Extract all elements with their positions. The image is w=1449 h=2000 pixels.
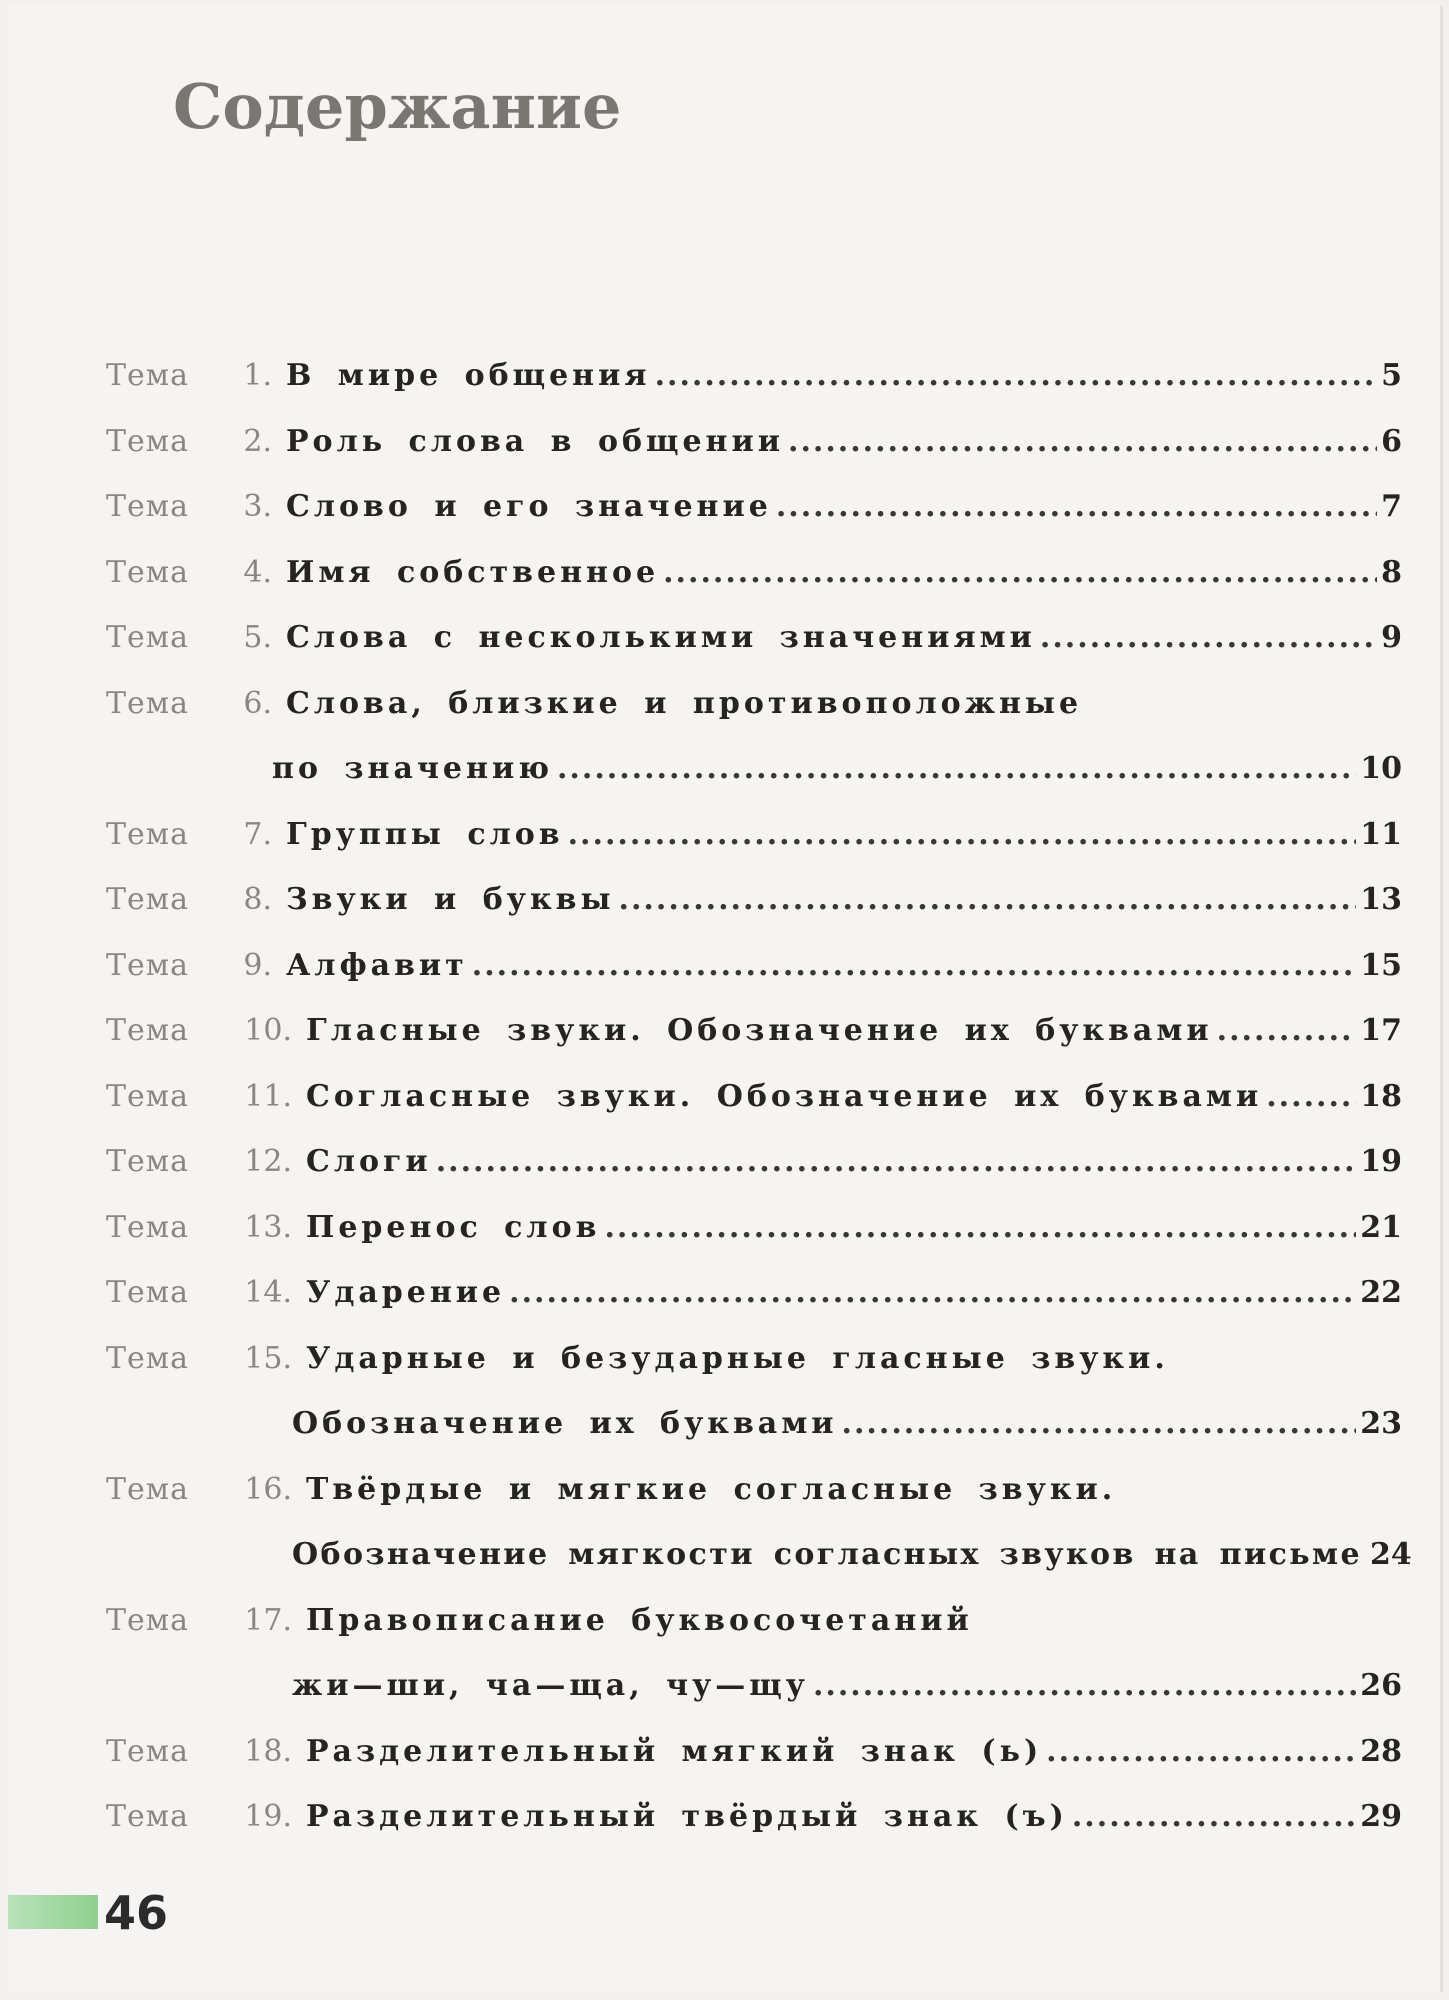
toc-entry-17[interactable] <box>106 1603 1402 1669</box>
page-ref: 15 <box>1360 947 1402 983</box>
topic-title-continued: Обозначение мягкости согласных звуков на письме <box>292 1537 1362 1572</box>
topic-title: Слово и его значение <box>286 489 772 524</box>
page-ref: 21 <box>1360 1209 1402 1245</box>
dot-leader <box>1266 1079 1356 1114</box>
topic-title: Ударные и безударные гласные звуки. <box>306 1340 1169 1376</box>
topic-title: Слоги <box>306 1144 432 1179</box>
topic-title: Разделительный твёрдый знак (ъ) <box>306 1799 1068 1834</box>
topic-number: 8. <box>243 882 272 917</box>
topic-number: 18. <box>244 1733 292 1769</box>
topic-label: Тема <box>106 947 189 983</box>
topic-label: Тема <box>106 1144 189 1179</box>
toc-entry-4[interactable] <box>106 555 1402 621</box>
toc-entry-8[interactable] <box>106 882 1402 948</box>
topic-title-continued: Обозначение их буквами <box>292 1406 838 1441</box>
topic-label: Тема <box>106 685 189 721</box>
topic-number: 16. <box>244 1471 292 1507</box>
topic-title: Гласные звуки. Обозначение их буквами <box>306 1013 1213 1048</box>
toc-entry-5[interactable] <box>106 620 1402 686</box>
page-ref: 19 <box>1360 1144 1402 1179</box>
toc-entry-12[interactable] <box>106 1144 1402 1210</box>
topic-number: 12. <box>244 1144 292 1179</box>
table-of-contents <box>106 358 1412 1865</box>
toc-entry-18[interactable] <box>106 1734 1402 1800</box>
toc-entry-15-continued[interactable] <box>106 1406 1402 1472</box>
topic-number: 14. <box>244 1275 292 1310</box>
page-ref: 8 <box>1381 554 1402 590</box>
topic-label: Тема <box>106 1471 189 1507</box>
topic-title: Алфавит <box>286 947 468 983</box>
topic-label: Тема <box>106 489 189 524</box>
dot-leader <box>436 1144 1357 1179</box>
topic-label: Тема <box>106 1602 189 1638</box>
topic-title: Разделительный мягкий знак (ь) <box>306 1733 1043 1769</box>
toc-entry-7[interactable] <box>106 817 1402 883</box>
page-ref: 9 <box>1381 620 1402 655</box>
topic-label: Тема <box>106 1799 189 1834</box>
dot-leader <box>604 1210 1356 1245</box>
topic-label: Тема <box>106 816 189 852</box>
topic-label: Тема <box>106 1275 189 1310</box>
page-ref: 26 <box>1360 1668 1402 1703</box>
toc-entry-10[interactable] <box>106 1013 1402 1079</box>
topic-title: Слова с несколькими значениями <box>286 620 1036 655</box>
dot-leader <box>776 489 1377 524</box>
toc-entry-16[interactable] <box>106 1472 1402 1538</box>
topic-number: 10. <box>244 1013 292 1048</box>
page-ref: 17 <box>1360 1013 1402 1048</box>
toc-entry-11[interactable] <box>106 1079 1402 1145</box>
topic-number: 7. <box>243 816 272 852</box>
page-ref: 5 <box>1381 358 1402 393</box>
toc-entry-15[interactable] <box>106 1341 1402 1407</box>
topic-number: 9. <box>243 947 272 983</box>
toc-entry-19[interactable] <box>106 1799 1402 1865</box>
topic-number: 17. <box>244 1602 292 1638</box>
topic-title: Правописание буквосочетаний <box>306 1602 973 1638</box>
toc-entry-1[interactable] <box>106 358 1402 424</box>
dot-leader <box>788 424 1377 459</box>
page-ref: 13 <box>1360 882 1402 917</box>
topic-number: 15. <box>244 1340 292 1376</box>
topic-label: Тема <box>106 554 189 590</box>
dot-leader <box>568 817 1357 852</box>
topic-label: Тема <box>106 358 189 393</box>
dot-leader <box>1040 620 1377 655</box>
topic-number: 13. <box>244 1209 292 1245</box>
page-ref: 23 <box>1360 1406 1402 1441</box>
topic-title: В мире общения <box>286 358 651 393</box>
toc-entry-16-continued[interactable] <box>106 1537 1412 1603</box>
page-number: 46 <box>104 1886 169 1940</box>
toc-entry-3[interactable] <box>106 489 1402 555</box>
topic-title-continued: жи—ши, ча—ща, чу—щу <box>292 1668 809 1703</box>
page-ref: 29 <box>1360 1799 1402 1834</box>
topic-label: Тема <box>106 1733 189 1769</box>
topic-label: Тема <box>106 1013 189 1048</box>
topic-number: 2. <box>243 423 272 459</box>
dot-leader <box>1046 1734 1356 1769</box>
dot-leader <box>619 882 1357 917</box>
topic-label: Тема <box>106 423 189 459</box>
page-title: Содержание <box>173 70 622 143</box>
dot-leader <box>509 1275 1356 1310</box>
topic-title: Группы слов <box>286 816 564 852</box>
topic-number: 1. <box>243 358 272 393</box>
page-ref: 6 <box>1381 423 1402 459</box>
dot-leader <box>842 1406 1357 1441</box>
page-ref: 24 <box>1369 1537 1412 1572</box>
topic-label: Тема <box>106 1078 189 1114</box>
dot-leader <box>813 1668 1356 1703</box>
toc-entry-13[interactable] <box>106 1210 1402 1276</box>
page-ref: 7 <box>1381 489 1402 524</box>
footer-accent-bar <box>8 1895 98 1929</box>
toc-entry-17-continued[interactable] <box>106 1668 1402 1734</box>
dot-leader <box>1217 1013 1357 1048</box>
topic-title-continued: по значению <box>272 751 553 786</box>
dot-leader <box>1072 1799 1356 1834</box>
page-ref: 11 <box>1360 816 1402 852</box>
topic-title: Согласные звуки. Обозначение их буквами <box>306 1078 1263 1114</box>
topic-title: Твёрдые и мягкие согласные звуки. <box>306 1471 1117 1507</box>
topic-title: Слова, близкие и противоположные <box>286 685 1083 721</box>
topic-title: Перенос слов <box>306 1209 601 1245</box>
dot-leader <box>557 751 1356 786</box>
topic-number: 11. <box>244 1078 292 1114</box>
topic-label: Тема <box>106 882 189 917</box>
page-ref: 28 <box>1360 1733 1402 1769</box>
topic-label: Тема <box>106 620 189 655</box>
topic-number: 5. <box>243 620 272 655</box>
topic-title: Роль слова в общении <box>286 423 784 459</box>
toc-entry-2[interactable] <box>106 424 1402 490</box>
topic-number: 6. <box>243 685 272 721</box>
toc-entry-6[interactable] <box>106 686 1402 752</box>
page-ref: 18 <box>1360 1078 1402 1114</box>
toc-entry-14[interactable] <box>106 1275 1402 1341</box>
dot-leader <box>472 948 1356 983</box>
topic-label: Тема <box>106 1209 189 1245</box>
page-ref: 22 <box>1360 1275 1402 1310</box>
toc-entry-6-continued[interactable] <box>106 751 1402 817</box>
topic-title: Имя собственное <box>286 554 660 590</box>
topic-number: 4. <box>243 554 272 590</box>
toc-entry-9[interactable] <box>106 948 1402 1014</box>
topic-number: 19. <box>244 1799 292 1834</box>
page-ref: 10 <box>1360 751 1402 786</box>
dot-leader <box>655 358 1378 393</box>
dot-leader <box>663 555 1377 590</box>
topic-title: Ударение <box>306 1275 506 1310</box>
topic-number: 3. <box>243 489 272 524</box>
topic-label: Тема <box>106 1340 189 1376</box>
topic-title: Звуки и буквы <box>286 882 615 917</box>
